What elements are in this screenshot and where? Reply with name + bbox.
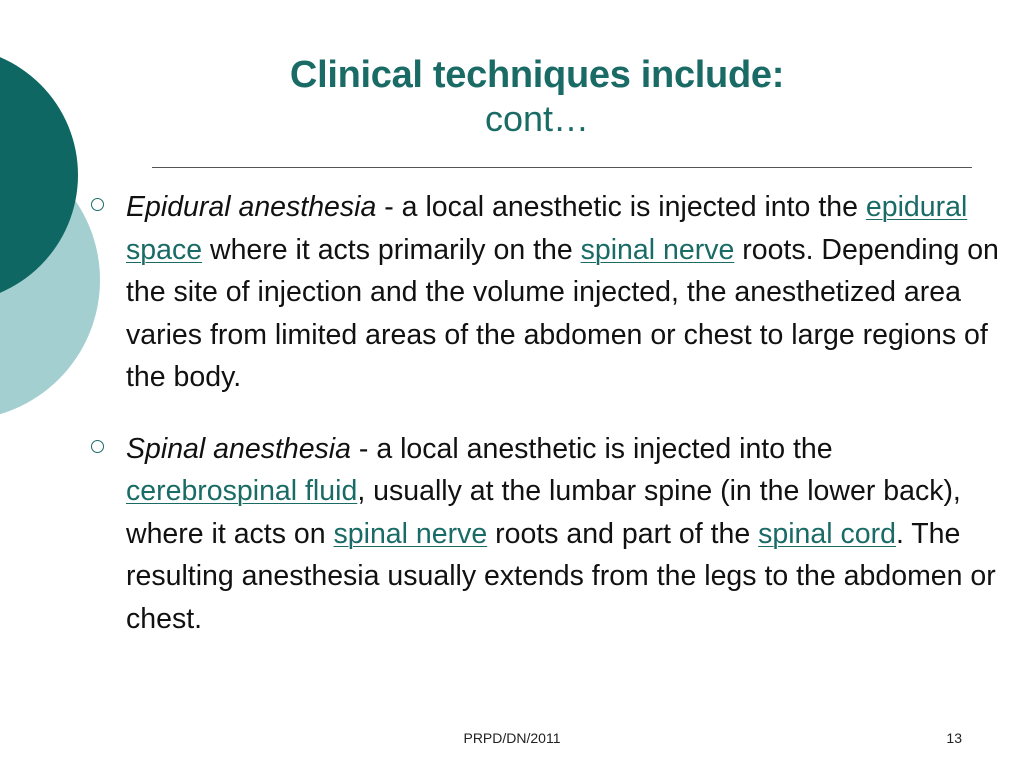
bullet-spinal-anesthesia (90, 428, 1000, 641)
page-number: 13 (946, 730, 962, 746)
hollow-circle-bullet-icon (91, 440, 104, 453)
slide-title-block (150, 52, 924, 140)
link-cerebrospinal-fluid[interactable]: cerebrospinal fluid (126, 475, 358, 507)
bullet-term: Epidural anesthesia (126, 191, 377, 223)
bullet-text: roots. Depending on the site of injection and the volume injected, the anesthetized area varies from limited areas of the abdomen or chest to large regions of the body. (126, 233, 999, 393)
bullet-text: - a local anesthetic is injected into the (376, 191, 866, 223)
slide-title: Clinical techniques include: (289, 54, 785, 96)
footer-text: PRPD/DN/2011 (463, 730, 561, 746)
bullet-text: . The resulting anesthesia usually extends from the legs to the abdomen or chest. (126, 517, 996, 635)
bullet-text: where it acts primarily on the (202, 233, 581, 266)
link-spinal-nerve[interactable]: spinal nerve (580, 233, 735, 266)
slide-subtitle: cont… (484, 98, 590, 139)
bullet-text: - a local anesthetic is injected into the (351, 432, 833, 465)
bullet-epidural-anesthesia (90, 186, 1000, 399)
link-spinal-nerve[interactable]: spinal nerve (333, 517, 488, 550)
bullet-list (90, 186, 1000, 669)
bullet-text: roots and part of the (487, 517, 759, 550)
title-divider (152, 167, 972, 168)
link-epidural-space[interactable]: epidural space (126, 191, 968, 266)
bullet-term: Spinal anesthesia (126, 432, 351, 465)
bullet-text: , usually at the lumbar spine (in the lower back), where it acts on (126, 475, 961, 550)
link-spinal-cord[interactable]: spinal cord (758, 517, 896, 550)
hollow-circle-bullet-icon (91, 198, 104, 211)
